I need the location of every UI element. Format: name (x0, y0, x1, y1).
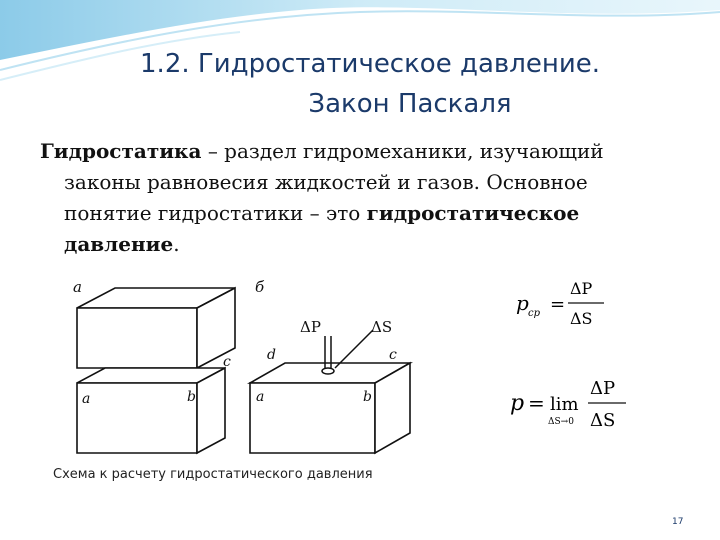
formula2-eq: = (528, 391, 545, 415)
formula2-den: ΔS (590, 410, 616, 431)
formula-average-pressure (512, 272, 612, 334)
formula2-lim: lim (550, 394, 579, 415)
lower-block-left (77, 368, 225, 453)
body-line-1 (40, 139, 604, 163)
formula-pressure-limit (504, 370, 634, 436)
formula1-lhs: p (516, 291, 529, 315)
label-d: d (267, 347, 276, 363)
body-line-2: законы равновесия жидкостей и газов. Основное (64, 170, 588, 194)
body-paragraph (40, 136, 690, 260)
body-text-1: – раздел гидромеханики, изучающий (201, 139, 604, 163)
label-a-top: a (73, 278, 82, 296)
label-c-right: c (389, 347, 397, 363)
label-delta-p: ΔP (300, 318, 321, 336)
label-b-top: б (255, 278, 265, 296)
formula1-eq: = (550, 294, 566, 315)
label-a-left: a (82, 391, 91, 407)
term-pressure-2: давление (64, 232, 174, 256)
formula2-lhs: p (510, 391, 525, 416)
slide-title (60, 44, 680, 124)
figure-caption: Схема к расчету гидростатического давления (53, 467, 373, 482)
body-period: . (173, 232, 180, 256)
formula2-num: ΔP (590, 378, 616, 399)
body-text-3: понятие гидростатики – это (64, 201, 367, 225)
body-line-3 (40, 198, 690, 229)
label-b-left: b (187, 389, 196, 405)
formula2-lim-sub: ΔS→0 (548, 417, 574, 427)
label-delta-s: ΔS (371, 318, 393, 336)
label-a-right: a (256, 389, 265, 405)
formula1-num: ΔP (570, 279, 593, 298)
formula1-sub: ср (528, 308, 541, 319)
formula1-den: ΔS (570, 309, 593, 328)
page-number: 17 (672, 517, 684, 527)
title-line-2: Закон Паскаля (308, 89, 512, 119)
label-b-right: b (363, 389, 372, 405)
pressure-diagram (45, 268, 425, 468)
term-pressure-1: гидростатическое (366, 201, 580, 225)
term-hydrostatics: Гидростатика (40, 139, 202, 163)
body-line-4 (40, 229, 690, 260)
block-right (250, 363, 410, 453)
upper-block (77, 288, 235, 368)
title-line-1: 1.2. Гидростатическое давление. (140, 49, 600, 79)
label-c-left: c (223, 354, 231, 370)
